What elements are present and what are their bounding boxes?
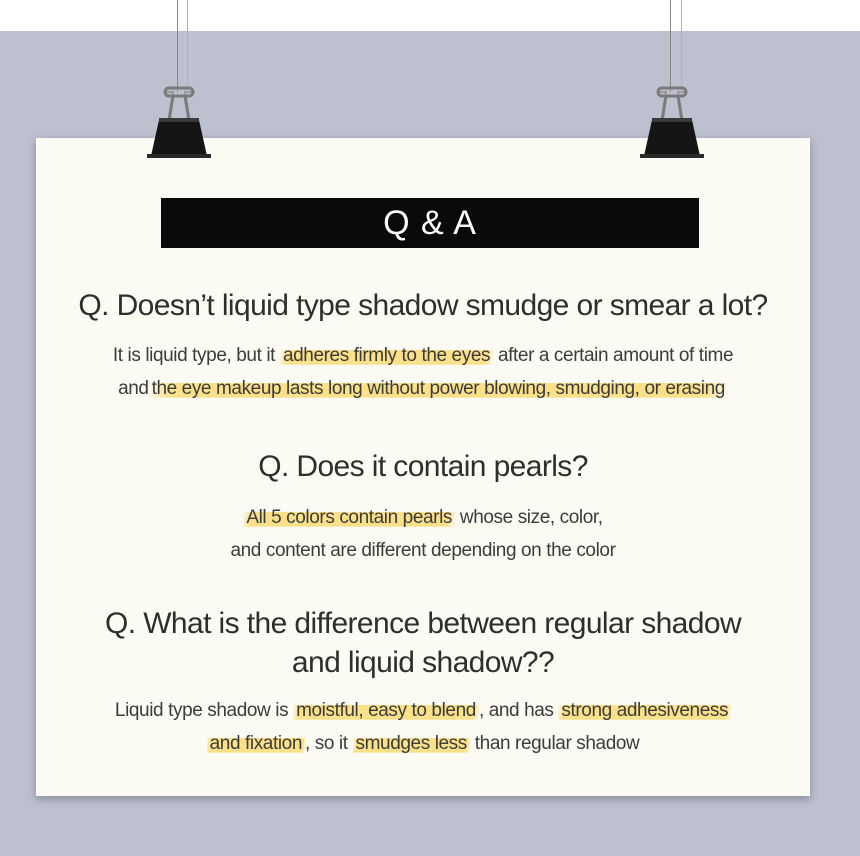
question-3: Q. What is the difference between regular shadow and liquid shadow?? xyxy=(104,607,742,679)
question-1: Q. Doesn’t liquid type shadow smudge or smear a lot? xyxy=(78,289,768,322)
highlight: the eye makeup lasts long without power blowing, smudging, or erasing xyxy=(149,378,728,399)
highlight: and fixation xyxy=(207,733,305,754)
binder-clip-left-icon xyxy=(143,40,215,160)
answer-2 xyxy=(36,501,810,567)
qa-title-bar xyxy=(161,198,699,248)
answer-2-line-2: and content are different depending on the color xyxy=(230,540,616,561)
answer-2-line-1: All 5 colors contain pearls whose size, color, xyxy=(36,501,810,534)
highlight: All 5 colors contain pearls xyxy=(243,507,455,528)
answer-1 xyxy=(36,339,810,405)
binder-clip-right-icon xyxy=(636,40,708,160)
answer-1-line-1: It is liquid type, but it adheres firmly to the eyes after a certain amount of time xyxy=(112,345,734,366)
highlight: moistful, easy to blend xyxy=(293,700,479,721)
highlight: smudges less xyxy=(353,733,470,754)
highlight: adheres firmly to the eyes xyxy=(280,345,493,366)
answer-3-line-2: and fixation , so it smudges less than regular shadow xyxy=(36,727,810,760)
answer-1-line-2: and the eye makeup lasts long without power blowing, smudging, or erasing xyxy=(36,372,810,405)
qa-card xyxy=(36,138,810,796)
answer-3-line-1: Liquid type shadow is moistful, easy to blend , and has strong adhesiveness xyxy=(36,694,810,727)
qa-title: Q & A xyxy=(383,203,477,242)
question-2: Q. Does it contain pearls? xyxy=(258,450,588,483)
highlight: strong adhesiveness xyxy=(558,700,731,721)
answer-3 xyxy=(36,694,810,760)
